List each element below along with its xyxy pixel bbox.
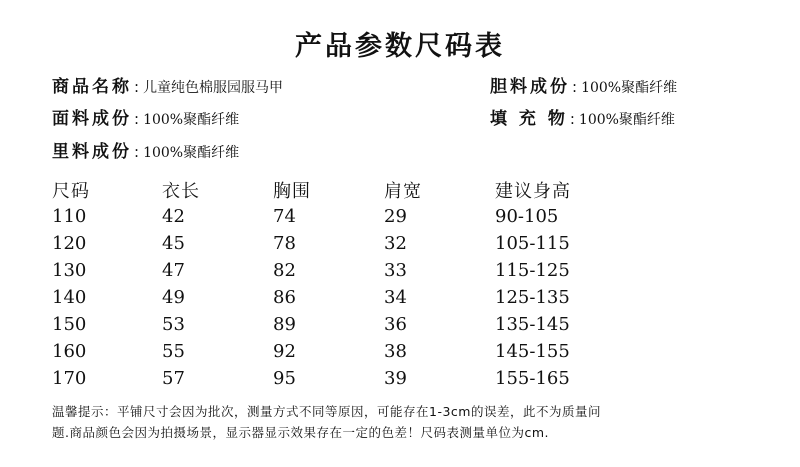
cell-height: 155-165 <box>495 368 570 389</box>
info-colon: : <box>569 110 575 128</box>
info-label: 面料成份 <box>52 109 132 129</box>
table-row <box>52 230 655 257</box>
cell-size: 150 <box>52 314 87 335</box>
cell-chest: 95 <box>273 368 296 389</box>
cell-shoulder: 29 <box>384 206 407 227</box>
page-title: 产品参数尺码表 <box>295 31 505 62</box>
info-fabric <box>52 106 239 132</box>
header-chest: 胸围 <box>273 180 311 202</box>
cell-chest: 89 <box>273 314 296 335</box>
size-table <box>52 176 655 392</box>
table-row <box>52 203 655 230</box>
table-row <box>52 257 655 284</box>
cell-size: 160 <box>52 341 87 362</box>
header-height: 建议身高 <box>495 180 571 202</box>
info-label: 商品名称 <box>52 77 132 97</box>
cell-height: 125-135 <box>495 287 570 308</box>
cell-height: 115-125 <box>495 260 570 281</box>
cell-chest: 78 <box>273 233 296 254</box>
cell-size: 130 <box>52 260 87 281</box>
info-colon: : <box>134 143 140 161</box>
notes <box>52 401 792 443</box>
header-shoulder: 肩宽 <box>384 180 422 202</box>
info-inner <box>52 139 239 165</box>
info-value: 100%聚酯纤维 <box>581 80 678 96</box>
cell-shoulder: 39 <box>384 368 407 389</box>
table-row <box>52 284 655 311</box>
info-label: 填 充 物 <box>490 109 568 129</box>
cell-height: 105-115 <box>495 233 570 254</box>
table-header-row <box>52 176 655 203</box>
table-row <box>52 338 655 365</box>
header-length: 衣长 <box>162 180 200 202</box>
cell-shoulder: 32 <box>384 233 407 254</box>
cell-shoulder: 33 <box>384 260 407 281</box>
table-row <box>52 365 655 392</box>
cell-height: 145-155 <box>495 341 570 362</box>
cell-chest: 86 <box>273 287 296 308</box>
cell-length: 55 <box>162 341 185 362</box>
cell-shoulder: 38 <box>384 341 407 362</box>
cell-size: 170 <box>52 368 87 389</box>
info-lining <box>490 74 677 100</box>
info-filling <box>490 106 675 132</box>
cell-height: 90-105 <box>495 206 559 227</box>
info-value: 100%聚酯纤维 <box>143 112 240 128</box>
info-value: 100%聚酯纤维 <box>143 145 240 161</box>
info-label: 里料成份 <box>52 142 132 162</box>
info-colon: : <box>134 78 140 96</box>
cell-length: 45 <box>162 233 185 254</box>
table-row <box>52 311 655 338</box>
notes-line: 温馨提示：平铺尺寸会因为批次，测量方式不同等原因，可能存在1-3cm的误差，此不为质量问 <box>52 404 601 419</box>
cell-size: 110 <box>52 206 87 227</box>
cell-length: 53 <box>162 314 185 335</box>
cell-shoulder: 34 <box>384 287 407 308</box>
info-colon: : <box>572 78 578 96</box>
header-size: 尺码 <box>52 180 90 202</box>
info-label: 胆料成份 <box>490 77 570 97</box>
cell-length: 49 <box>162 287 185 308</box>
cell-chest: 74 <box>273 206 296 227</box>
cell-length: 47 <box>162 260 185 281</box>
cell-chest: 92 <box>273 341 296 362</box>
cell-size: 120 <box>52 233 87 254</box>
info-colon: : <box>134 110 140 128</box>
cell-height: 135-145 <box>495 314 570 335</box>
cell-length: 42 <box>162 206 185 227</box>
info-value: 儿童纯色棉服园服马甲 <box>143 80 284 96</box>
info-product-name <box>52 74 283 100</box>
cell-shoulder: 36 <box>384 314 407 335</box>
cell-chest: 82 <box>273 260 296 281</box>
cell-size: 140 <box>52 287 87 308</box>
notes-line: 题.商品颜色会因为拍摄场景，显示器显示效果存在一定的色差！尺码表测量单位为cm. <box>52 425 549 440</box>
info-value: 100%聚酯纤维 <box>578 112 675 128</box>
cell-length: 57 <box>162 368 185 389</box>
